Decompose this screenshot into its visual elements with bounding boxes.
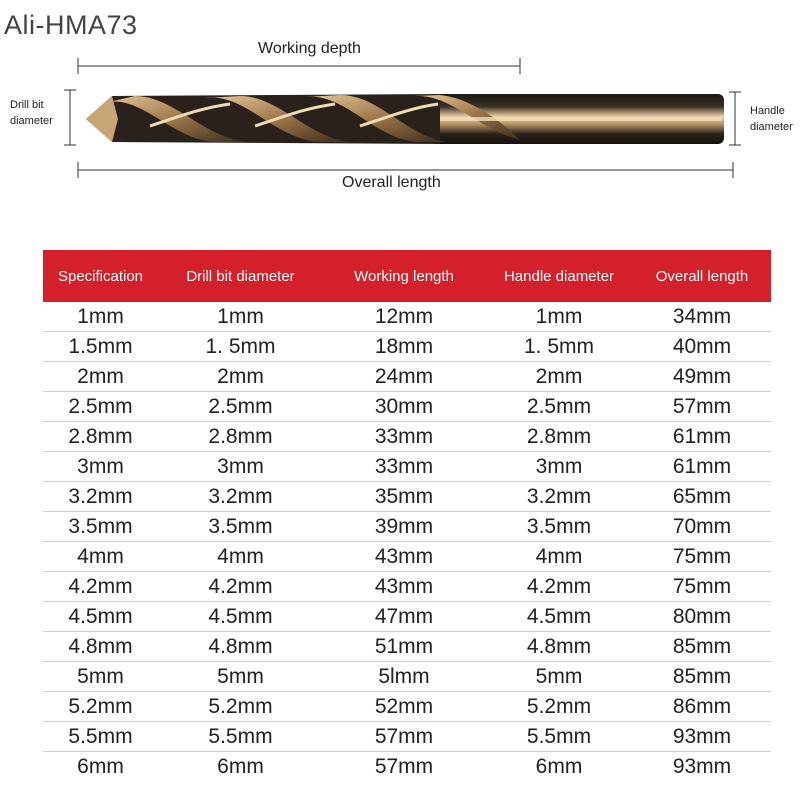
cell-working-length: 43mm (323, 542, 485, 572)
cell-working-length: 12mm (323, 302, 485, 332)
table-row (43, 392, 771, 422)
header-specification: Specification (43, 250, 158, 302)
cell-drill-bit-diameter: 5.2mm (158, 692, 323, 722)
table-row (43, 362, 771, 392)
cell-specification: 3.5mm (43, 512, 158, 542)
table-header (43, 250, 771, 302)
cell-specification: 2.5mm (43, 392, 158, 422)
table-row (43, 512, 771, 542)
cell-handle-diameter: 3.5mm (485, 512, 633, 542)
header-working-length: Working length (323, 250, 485, 302)
cell-working-length: 43mm (323, 572, 485, 602)
cell-working-length: 5lmm (323, 662, 485, 692)
cell-handle-diameter: 3.2mm (485, 482, 633, 512)
table-row (43, 692, 771, 722)
cell-specification: 2mm (43, 362, 158, 392)
table-row (43, 752, 771, 782)
cell-drill-bit-diameter: 3mm (158, 452, 323, 482)
cell-specification: 5.5mm (43, 722, 158, 752)
cell-overall-length: 40mm (633, 332, 771, 362)
drill-bit-diagram (0, 0, 800, 200)
cell-drill-bit-diameter: 3.2mm (158, 482, 323, 512)
cell-handle-diameter: 2.5mm (485, 392, 633, 422)
working-depth-label: Working depth (258, 40, 361, 57)
cell-handle-diameter: 4.5mm (485, 602, 633, 632)
handle-diameter-label (750, 103, 793, 135)
cell-working-length: 57mm (323, 722, 485, 752)
cell-specification: 4mm (43, 542, 158, 572)
cell-handle-diameter: 4.8mm (485, 632, 633, 662)
drill-bit-illustration (0, 0, 800, 200)
cell-drill-bit-diameter: 2.5mm (158, 392, 323, 422)
cell-handle-diameter: 1mm (485, 302, 633, 332)
cell-specification: 4.8mm (43, 632, 158, 662)
cell-handle-diameter: 5.2mm (485, 692, 633, 722)
drill-bit-diameter-label-line2: diameter (10, 115, 53, 127)
cell-drill-bit-diameter: 4.8mm (158, 632, 323, 662)
cell-overall-length: 86mm (633, 692, 771, 722)
cell-specification: 3mm (43, 452, 158, 482)
drill-bit-diameter-label-line1: Drill bit (10, 99, 44, 111)
cell-working-length: 18mm (323, 332, 485, 362)
cell-specification: 4.5mm (43, 602, 158, 632)
drill-bit (86, 94, 724, 144)
table-body (43, 302, 771, 781)
table-row (43, 542, 771, 572)
cell-overall-length: 65mm (633, 482, 771, 512)
header-handle-diameter: Handle diameter (485, 250, 633, 302)
cell-drill-bit-diameter: 1mm (158, 302, 323, 332)
cell-overall-length: 61mm (633, 452, 771, 482)
cell-working-length: 51mm (323, 632, 485, 662)
cell-working-length: 30mm (323, 392, 485, 422)
cell-drill-bit-diameter: 5mm (158, 662, 323, 692)
cell-overall-length: 85mm (633, 632, 771, 662)
cell-handle-diameter: 6mm (535, 755, 583, 778)
cell-overall-length: 93mm (633, 722, 771, 752)
cell-drill-bit-diameter: 4.5mm (158, 602, 323, 632)
handle-diameter-label-line2: diameter (750, 121, 793, 133)
cell-working-length: 35mm (323, 482, 485, 512)
table-header-row (43, 250, 771, 302)
drill-bit-diameter-label (10, 97, 53, 129)
cell-handle-diameter: 4mm (485, 542, 633, 572)
header-drill-bit-diameter: Drill bit diameter (158, 250, 323, 302)
cell-drill-bit-diameter: 2mm (158, 362, 323, 392)
cell-working-length: 33mm (323, 422, 485, 452)
cell-working-length: 57mm (374, 755, 434, 778)
cell-specification: 4.2mm (43, 572, 158, 602)
cell-overall-length: 70mm (633, 512, 771, 542)
cell-drill-bit-diameter: 4mm (158, 542, 323, 572)
cell-overall-length: 75mm (633, 572, 771, 602)
overall-length-label: Overall length (342, 174, 441, 191)
cell-drill-bit-diameter: 1. 5mm (158, 332, 323, 362)
cell-working-length: 24mm (323, 362, 485, 392)
cell-working-length: 33mm (323, 452, 485, 482)
cell-handle-diameter: 3mm (485, 452, 633, 482)
cell-overall-length: 85mm (633, 662, 771, 692)
watermark-text: Ali-HMA73 (4, 10, 138, 40)
cell-overall-length: 57mm (633, 392, 771, 422)
cell-drill-bit-diameter: 6mm (217, 755, 264, 778)
specification-table (43, 250, 771, 781)
cell-working-length: 52mm (323, 692, 485, 722)
cell-working-length: 39mm (323, 512, 485, 542)
cell-overall-length: 80mm (633, 602, 771, 632)
table-row (43, 602, 771, 632)
cell-overall-length: 93mm (672, 755, 732, 778)
cell-overall-length: 49mm (633, 362, 771, 392)
cell-handle-diameter: 2.8mm (485, 422, 633, 452)
handle-diameter-dimension (729, 92, 741, 145)
cell-specification: 5mm (43, 662, 158, 692)
header-overall-length: Overall length (633, 250, 771, 302)
drill-bit-diameter-dimension (64, 90, 76, 145)
table-row (43, 452, 771, 482)
cell-handle-diameter: 4.2mm (485, 572, 633, 602)
cell-specification: 2.8mm (43, 422, 158, 452)
cell-handle-diameter: 2mm (485, 362, 633, 392)
cell-drill-bit-diameter: 4.2mm (158, 572, 323, 602)
table-row (43, 662, 771, 692)
cell-overall-length: 61mm (633, 422, 771, 452)
table-row (43, 632, 771, 662)
table-row (43, 422, 771, 452)
table-row (43, 572, 771, 602)
table-row (43, 332, 771, 362)
cell-handle-diameter: 1. 5mm (485, 332, 633, 362)
cell-handle-diameter: 5.5mm (485, 722, 633, 752)
cell-overall-length: 34mm (633, 302, 771, 332)
cell-overall-length: 75mm (633, 542, 771, 572)
cell-specification: 1.5mm (43, 332, 158, 362)
handle-diameter-label-line1: Handle (750, 105, 785, 117)
cell-drill-bit-diameter: 2.8mm (158, 422, 323, 452)
cell-specification: 1mm (43, 302, 158, 332)
cell-drill-bit-diameter: 3.5mm (158, 512, 323, 542)
cell-specification: 5.2mm (43, 692, 158, 722)
cell-specification: 3.2mm (43, 482, 158, 512)
table-row (43, 302, 771, 332)
cell-specification: 6mm (77, 755, 124, 778)
cell-working-length: 47mm (323, 602, 485, 632)
working-depth-dimension (78, 58, 520, 74)
cell-handle-diameter: 5mm (485, 662, 633, 692)
table-row (43, 482, 771, 512)
cell-drill-bit-diameter: 5.5mm (158, 722, 323, 752)
table-row (43, 722, 771, 752)
